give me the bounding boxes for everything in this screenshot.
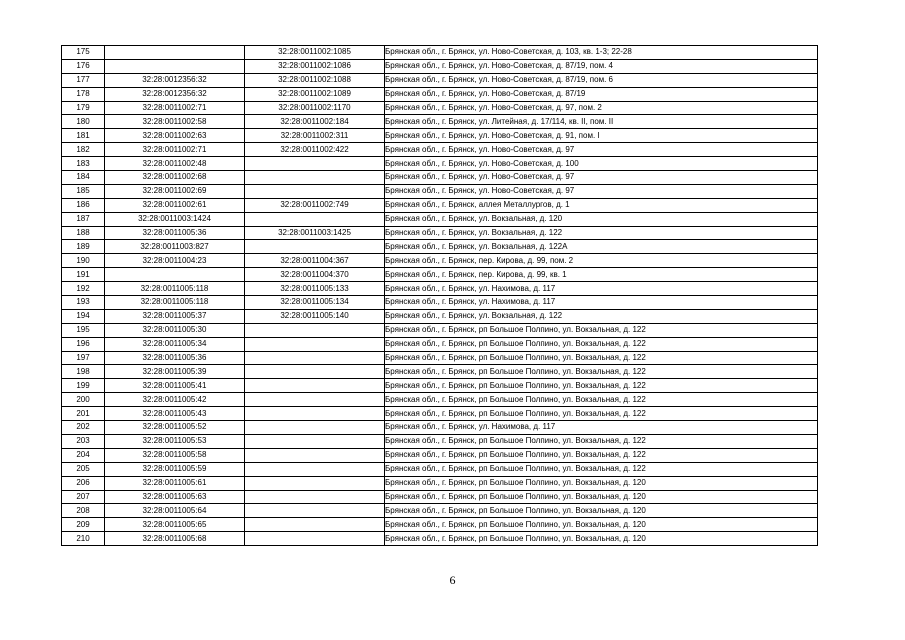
address-cell: Брянская обл., г. Брянск, ул. Ново-Советская, д. 87/19, пом. 6: [385, 73, 818, 87]
land-cadastral-number-cell: 32:28:0011002:48: [105, 157, 245, 171]
object-cadastral-number-cell: [245, 323, 385, 337]
address-cell: Брянская обл., г. Брянск, рп Большое Полпино, ул. Вокзальная, д. 120: [385, 476, 818, 490]
object-cadastral-number-cell: [245, 351, 385, 365]
row-number-cell: 199: [62, 379, 105, 393]
object-cadastral-number-cell: 32:28:0011003:1425: [245, 226, 385, 240]
row-number-cell: 177: [62, 73, 105, 87]
object-cadastral-number-cell: [245, 504, 385, 518]
row-number-cell: 191: [62, 268, 105, 282]
page-number: 6: [449, 573, 456, 587]
table-row: [62, 351, 818, 365]
object-cadastral-number-cell: 32:28:0011004:370: [245, 268, 385, 282]
row-number-cell: 197: [62, 351, 105, 365]
table-row: [62, 240, 818, 254]
address-cell: Брянская обл., г. Брянск, пер. Кирова, д. 99, пом. 2: [385, 254, 818, 268]
land-cadastral-number-cell: 32:28:0011005:52: [105, 421, 245, 435]
object-cadastral-number-cell: [245, 462, 385, 476]
table-row: [62, 448, 818, 462]
table-row: [62, 379, 818, 393]
table-row: [62, 407, 818, 421]
land-cadastral-number-cell: 32:28:0011005:61: [105, 476, 245, 490]
table-row: [62, 143, 818, 157]
table-row: [62, 46, 818, 60]
row-number-cell: 195: [62, 323, 105, 337]
address-cell: Брянская обл., г. Брянск, аллея Металлургов, д. 1: [385, 198, 818, 212]
land-cadastral-number-cell: 32:28:0011005:34: [105, 337, 245, 351]
object-cadastral-number-cell: [245, 171, 385, 185]
land-cadastral-number-cell: 32:28:0011004:23: [105, 254, 245, 268]
object-cadastral-number-cell: [245, 476, 385, 490]
object-cadastral-number-cell: 32:28:0011002:422: [245, 143, 385, 157]
table-row: [62, 198, 818, 212]
address-cell: Брянская обл., г. Брянск, ул. Вокзальная, д. 122: [385, 309, 818, 323]
table-row: [62, 73, 818, 87]
table-row: [62, 268, 818, 282]
land-cadastral-number-cell: 32:28:0011005:41: [105, 379, 245, 393]
table-row: [62, 171, 818, 185]
object-cadastral-number-cell: 32:28:0011002:1170: [245, 101, 385, 115]
table-row: [62, 393, 818, 407]
address-cell: Брянская обл., г. Брянск, ул. Ново-Советская, д. 97, пом. 2: [385, 101, 818, 115]
table-row: [62, 101, 818, 115]
address-cell: Брянская обл., г. Брянск, рп Большое Полпино, ул. Вокзальная, д. 122: [385, 337, 818, 351]
object-cadastral-number-cell: [245, 490, 385, 504]
object-cadastral-number-cell: 32:28:0011002:1086: [245, 59, 385, 73]
table-row: [62, 296, 818, 310]
address-cell: Брянская обл., г. Брянск, ул. Нахимова, д. 117: [385, 421, 818, 435]
land-cadastral-number-cell: 32:28:0011002:71: [105, 143, 245, 157]
object-cadastral-number-cell: 32:28:0011002:749: [245, 198, 385, 212]
registry-table-body: [62, 46, 818, 546]
table-row: [62, 337, 818, 351]
row-number-cell: 180: [62, 115, 105, 129]
address-cell: Брянская обл., г. Брянск, ул. Ново-Советская, д. 103, кв. 1-3; 22-28: [385, 46, 818, 60]
property-registry-table: [61, 45, 818, 546]
object-cadastral-number-cell: [245, 421, 385, 435]
address-cell: Брянская обл., г. Брянск, рп Большое Полпино, ул. Вокзальная, д. 122: [385, 434, 818, 448]
table-row: [62, 532, 818, 546]
land-cadastral-number-cell: 32:28:0011005:65: [105, 518, 245, 532]
object-cadastral-number-cell: [245, 393, 385, 407]
address-cell: Брянская обл., г. Брянск, рп Большое Полпино, ул. Вокзальная, д. 122: [385, 407, 818, 421]
table-row: [62, 309, 818, 323]
address-cell: Брянская обл., г. Брянск, рп Большое Полпино, ул. Вокзальная, д. 122: [385, 351, 818, 365]
object-cadastral-number-cell: [245, 212, 385, 226]
row-number-cell: 202: [62, 421, 105, 435]
object-cadastral-number-cell: 32:28:0011005:133: [245, 282, 385, 296]
address-cell: Брянская обл., г. Брянск, ул. Литейная, д. 17/114, кв. II, пом. II: [385, 115, 818, 129]
address-cell: Брянская обл., г. Брянск, рп Большое Полпино, ул. Вокзальная, д. 120: [385, 518, 818, 532]
address-cell: Брянская обл., г. Брянск, ул. Ново-Советская, д. 97: [385, 171, 818, 185]
object-cadastral-number-cell: [245, 184, 385, 198]
land-cadastral-number-cell: [105, 59, 245, 73]
land-cadastral-number-cell: 32:28:0011002:63: [105, 129, 245, 143]
land-cadastral-number-cell: 32:28:0011002:68: [105, 171, 245, 185]
object-cadastral-number-cell: 32:28:0011002:184: [245, 115, 385, 129]
object-cadastral-number-cell: [245, 448, 385, 462]
row-number-cell: 194: [62, 309, 105, 323]
table-row: [62, 226, 818, 240]
land-cadastral-number-cell: 32:28:0011003:1424: [105, 212, 245, 226]
row-number-cell: 193: [62, 296, 105, 310]
land-cadastral-number-cell: 32:28:0011005:64: [105, 504, 245, 518]
address-cell: Брянская обл., г. Брянск, рп Большое Полпино, ул. Вокзальная, д. 122: [385, 448, 818, 462]
row-number-cell: 183: [62, 157, 105, 171]
row-number-cell: 187: [62, 212, 105, 226]
address-cell: Брянская обл., г. Брянск, ул. Вокзальная, д. 120: [385, 212, 818, 226]
table-row: [62, 462, 818, 476]
object-cadastral-number-cell: 32:28:0011002:1088: [245, 73, 385, 87]
land-cadastral-number-cell: 32:28:0011005:30: [105, 323, 245, 337]
object-cadastral-number-cell: [245, 240, 385, 254]
address-cell: Брянская обл., г. Брянск, ул. Вокзальная, д. 122А: [385, 240, 818, 254]
table-row: [62, 184, 818, 198]
address-cell: Брянская обл., г. Брянск, рп Большое Полпино, ул. Вокзальная, д. 122: [385, 323, 818, 337]
address-cell: Брянская обл., г. Брянск, рп Большое Полпино, ул. Вокзальная, д. 120: [385, 504, 818, 518]
land-cadastral-number-cell: 32:28:0011005:37: [105, 309, 245, 323]
row-number-cell: 205: [62, 462, 105, 476]
land-cadastral-number-cell: 32:28:0011005:118: [105, 282, 245, 296]
land-cadastral-number-cell: 32:28:0011005:59: [105, 462, 245, 476]
row-number-cell: 208: [62, 504, 105, 518]
address-cell: Брянская обл., г. Брянск, рп Большое Полпино, ул. Вокзальная, д. 122: [385, 393, 818, 407]
row-number-cell: 179: [62, 101, 105, 115]
address-cell: Брянская обл., г. Брянск, ул. Нахимова, д. 117: [385, 296, 818, 310]
address-cell: Брянская обл., г. Брянск, рп Большое Полпино, ул. Вокзальная, д. 120: [385, 532, 818, 546]
table-row: [62, 87, 818, 101]
address-cell: Брянская обл., г. Брянск, рп Большое Полпино, ул. Вокзальная, д. 120: [385, 490, 818, 504]
table-row: [62, 212, 818, 226]
row-number-cell: 189: [62, 240, 105, 254]
object-cadastral-number-cell: [245, 407, 385, 421]
land-cadastral-number-cell: 32:28:0011005:36: [105, 351, 245, 365]
table-row: [62, 434, 818, 448]
table-row: [62, 518, 818, 532]
table-row: [62, 365, 818, 379]
address-cell: Брянская обл., г. Брянск, рп Большое Полпино, ул. Вокзальная, д. 122: [385, 462, 818, 476]
address-cell: Брянская обл., г. Брянск, рп Большое Полпино, ул. Вокзальная, д. 122: [385, 379, 818, 393]
table-row: [62, 504, 818, 518]
row-number-cell: 198: [62, 365, 105, 379]
row-number-cell: 176: [62, 59, 105, 73]
land-cadastral-number-cell: 32:28:0011005:39: [105, 365, 245, 379]
object-cadastral-number-cell: 32:28:0011002:1085: [245, 46, 385, 60]
land-cadastral-number-cell: 32:28:0011005:53: [105, 434, 245, 448]
row-number-cell: 203: [62, 434, 105, 448]
row-number-cell: 186: [62, 198, 105, 212]
row-number-cell: 201: [62, 407, 105, 421]
object-cadastral-number-cell: [245, 532, 385, 546]
object-cadastral-number-cell: [245, 157, 385, 171]
object-cadastral-number-cell: 32:28:0011002:1089: [245, 87, 385, 101]
land-cadastral-number-cell: 32:28:0011005:43: [105, 407, 245, 421]
table-row: [62, 282, 818, 296]
row-number-cell: 184: [62, 171, 105, 185]
land-cadastral-number-cell: 32:28:0011002:58: [105, 115, 245, 129]
row-number-cell: 181: [62, 129, 105, 143]
address-cell: Брянская обл., г. Брянск, ул. Нахимова, д. 117: [385, 282, 818, 296]
address-cell: Брянская обл., г. Брянск, рп Большое Полпино, ул. Вокзальная, д. 122: [385, 365, 818, 379]
table-row: [62, 129, 818, 143]
land-cadastral-number-cell: 32:28:0011005:63: [105, 490, 245, 504]
row-number-cell: 206: [62, 476, 105, 490]
table-row: [62, 59, 818, 73]
object-cadastral-number-cell: [245, 365, 385, 379]
object-cadastral-number-cell: [245, 337, 385, 351]
address-cell: Брянская обл., г. Брянск, пер. Кирова, д. 99, кв. 1: [385, 268, 818, 282]
row-number-cell: 175: [62, 46, 105, 60]
land-cadastral-number-cell: 32:28:0011002:69: [105, 184, 245, 198]
land-cadastral-number-cell: 32:28:0012356:32: [105, 87, 245, 101]
table-row: [62, 490, 818, 504]
address-cell: Брянская обл., г. Брянск, ул. Ново-Советская, д. 100: [385, 157, 818, 171]
object-cadastral-number-cell: [245, 518, 385, 532]
object-cadastral-number-cell: 32:28:0011005:140: [245, 309, 385, 323]
row-number-cell: 192: [62, 282, 105, 296]
row-number-cell: 185: [62, 184, 105, 198]
row-number-cell: 196: [62, 337, 105, 351]
table-row: [62, 157, 818, 171]
address-cell: Брянская обл., г. Брянск, ул. Вокзальная, д. 122: [385, 226, 818, 240]
land-cadastral-number-cell: 32:28:0011005:36: [105, 226, 245, 240]
row-number-cell: 209: [62, 518, 105, 532]
address-cell: Брянская обл., г. Брянск, ул. Ново-Советская, д. 91, пом. I: [385, 129, 818, 143]
row-number-cell: 207: [62, 490, 105, 504]
land-cadastral-number-cell: 32:28:0011002:71: [105, 101, 245, 115]
row-number-cell: 190: [62, 254, 105, 268]
object-cadastral-number-cell: 32:28:0011002:311: [245, 129, 385, 143]
land-cadastral-number-cell: 32:28:0011005:68: [105, 532, 245, 546]
table-row: [62, 476, 818, 490]
row-number-cell: 200: [62, 393, 105, 407]
table-row: [62, 421, 818, 435]
row-number-cell: 204: [62, 448, 105, 462]
address-cell: Брянская обл., г. Брянск, ул. Ново-Советская, д. 87/19, пом. 4: [385, 59, 818, 73]
land-cadastral-number-cell: 32:28:0011003:827: [105, 240, 245, 254]
land-cadastral-number-cell: [105, 46, 245, 60]
address-cell: Брянская обл., г. Брянск, ул. Ново-Советская, д. 97: [385, 184, 818, 198]
row-number-cell: 188: [62, 226, 105, 240]
object-cadastral-number-cell: [245, 379, 385, 393]
object-cadastral-number-cell: 32:28:0011004:367: [245, 254, 385, 268]
row-number-cell: 182: [62, 143, 105, 157]
land-cadastral-number-cell: 32:28:0011005:42: [105, 393, 245, 407]
address-cell: Брянская обл., г. Брянск, ул. Ново-Советская, д. 97: [385, 143, 818, 157]
table-row: [62, 323, 818, 337]
object-cadastral-number-cell: [245, 434, 385, 448]
address-cell: Брянская обл., г. Брянск, ул. Ново-Советская, д. 87/19: [385, 87, 818, 101]
row-number-cell: 178: [62, 87, 105, 101]
land-cadastral-number-cell: 32:28:0012356:32: [105, 73, 245, 87]
land-cadastral-number-cell: 32:28:0011002:61: [105, 198, 245, 212]
table-row: [62, 254, 818, 268]
land-cadastral-number-cell: [105, 268, 245, 282]
land-cadastral-number-cell: 32:28:0011005:58: [105, 448, 245, 462]
table-row: [62, 115, 818, 129]
row-number-cell: 210: [62, 532, 105, 546]
land-cadastral-number-cell: 32:28:0011005:118: [105, 296, 245, 310]
object-cadastral-number-cell: 32:28:0011005:134: [245, 296, 385, 310]
